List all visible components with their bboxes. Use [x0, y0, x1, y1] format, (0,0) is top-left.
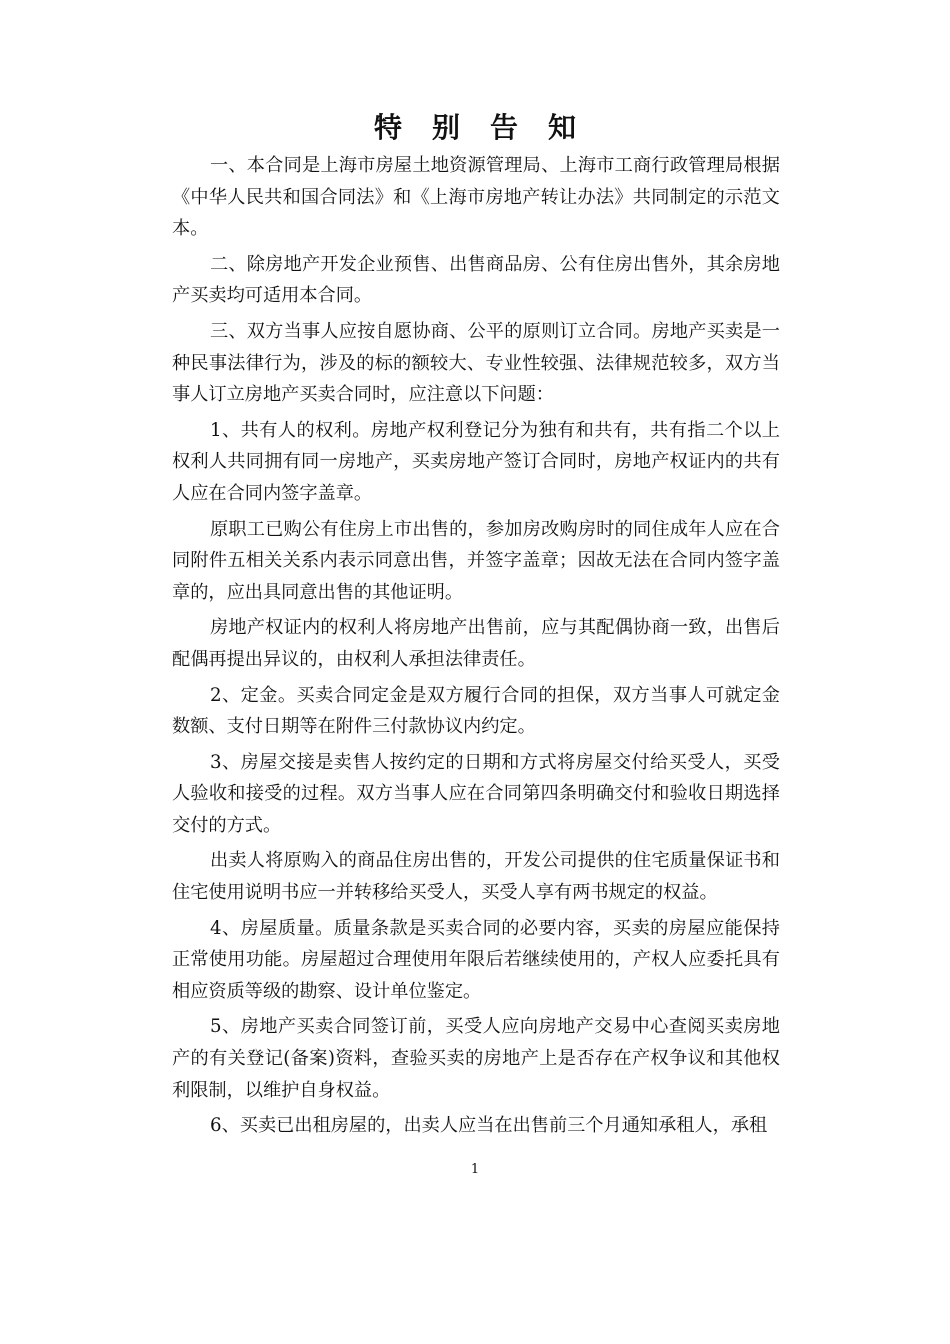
paragraph-8: 3、房屋交接是卖售人按约定的日期和方式将房屋交付给买受人，买受人验收和接受的过程。双方当事人应在合同第四条明确交付和验收日期选择交付的方式。 — [172, 751, 780, 836]
paragraph-2: 二、除房地产开发企业预售、出售商品房、公有住房出售外，其余房地产买卖均可适用本合同。 — [172, 253, 780, 307]
paragraph-10: 4、房屋质量。质量条款是买卖合同的必要内容，买卖的房屋应能保持正常使用功能。房屋超过合理使用年限后若继续使用的，产权人应委托具有相应资质等级的勘察、设计单位鉴定。 — [172, 917, 780, 1002]
paragraph-4: 1、共有人的权利。房地产权利登记分为独有和共有，共有指二个以上权利人共同拥有同一房地产，买卖房地产签订合同时，房地产权证内的共有人应在合同内签字盖章。 — [172, 419, 780, 504]
paragraph-11: 5、房地产买卖合同签订前，买受人应向房地产交易中心查阅买卖房地产的有关登记(备案)资料，查验买卖的房地产上是否存在产权争议和其他权利限制，以维护自身权益。 — [172, 1016, 780, 1101]
document-title: 特别告知 — [373, 111, 606, 144]
paragraph-7: 2、定金。买卖合同定金是双方履行合同的担保，双方当事人可就定金数额、支付日期等在附件三付款协议内约定。 — [172, 684, 780, 738]
paragraph-1: 一、本合同是上海市房屋土地资源管理局、上海市工商行政管理局根据《中华人民共和国合同法》和《上海市房地产转让办法》共同制定的示范文本。 — [172, 155, 780, 240]
paragraph-5: 原职工已购公有住房上市出售的，参加房改购房时的同住成年人应在合同附件五相关关系内表示同意出售，并签字盖章；因故无法在合同内签字盖章的，应出具同意出售的其他证明。 — [172, 518, 780, 603]
paragraph-9: 出卖人将原购入的商品住房出售的，开发公司提供的住宅质量保证书和住宅使用说明书应一并转移给买受人，买受人享有两书规定的权益。 — [172, 850, 780, 904]
paragraph-6: 房地产权证内的权利人将房地产出售前，应与其配偶协商一致，出售后配偶再提出异议的，由权利人承担法律责任。 — [172, 617, 780, 670]
document-body — [172, 150, 780, 1146]
paragraph-3: 三、双方当事人应按自愿协商、公平的原则订立合同。房地产买卖是一种民事法律行为，涉及的标的额较大、专业性较强、法律规范较多，双方当事人订立房地产买卖合同时，应注意以下问题： — [172, 320, 780, 406]
page-number: 1 — [470, 1162, 480, 1177]
paragraph-12: 6、买卖已出租房屋的，出卖人应当在出售前三个月通知承租人，承租 — [210, 1115, 768, 1137]
